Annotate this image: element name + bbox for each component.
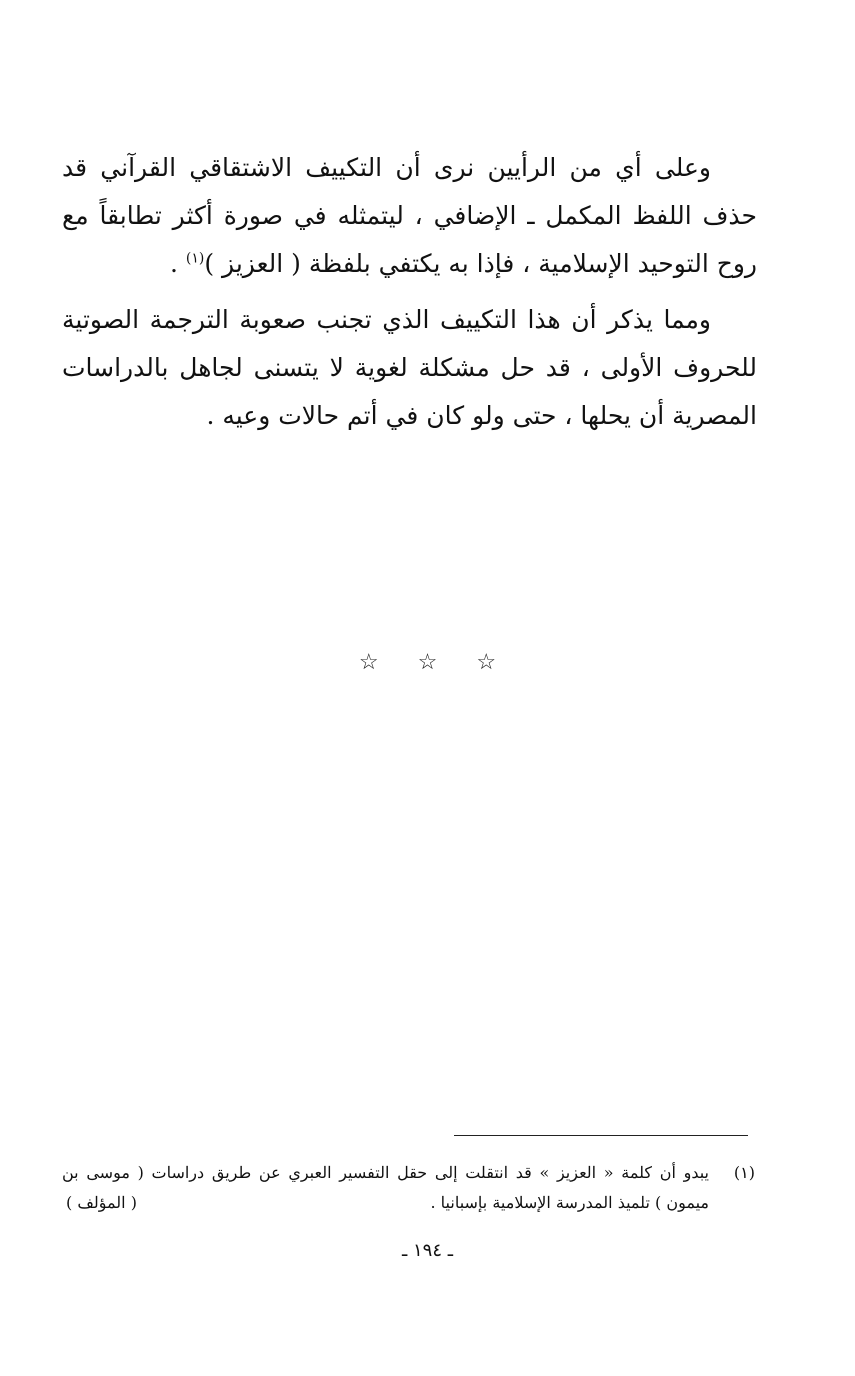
- paragraph-1-text: وعلى أي من الرأيين نرى أن التكييف الاشتقاقي القرآني قد حذف اللفظ المكمل ـ الإضافي ، ليتمثله في صورة أكثر تطابقاً مع روح التوحيد الإسلامية ، فإذا به يكتفي بلفظة ( العزيز ): [62, 153, 757, 278]
- star-icon: ☆: [417, 650, 438, 675]
- footnote-reference: (١): [185, 250, 205, 267]
- footnote: [62, 1158, 757, 1218]
- paragraph-1: [62, 144, 757, 288]
- footnote-author: ( المؤلف ): [66, 1193, 137, 1212]
- star-icon: ☆: [476, 650, 497, 675]
- star-icon: ☆: [358, 650, 379, 675]
- paragraph-2-text: ومما يذكر أن هذا التكييف الذي تجنب صعوبة الترجمة الصوتية للحروف الأولى ، قد حل مشكلة لغوية لا يتسنى لجاهل بالدراسات المصرية أن يحلها ، حتى ولو كان في أتم حالات وعيه .: [62, 305, 757, 430]
- paragraph-2: [62, 296, 757, 440]
- footnote-divider: [454, 1135, 748, 1136]
- page-number: ـ ١٩٤ ـ: [401, 1240, 453, 1261]
- paragraph-1-end: .: [169, 249, 186, 278]
- footnote-text: يبدو أن كلمة « العزيز » قد انتقلت إلى حقل التفسير العبري عن طريق دراسات ( موسى بن ميمون ) تلميذ المدرسة الإسلامية بإسبانيا .: [62, 1163, 709, 1212]
- footnote-number: (١): [733, 1163, 755, 1182]
- section-separator: [0, 650, 855, 675]
